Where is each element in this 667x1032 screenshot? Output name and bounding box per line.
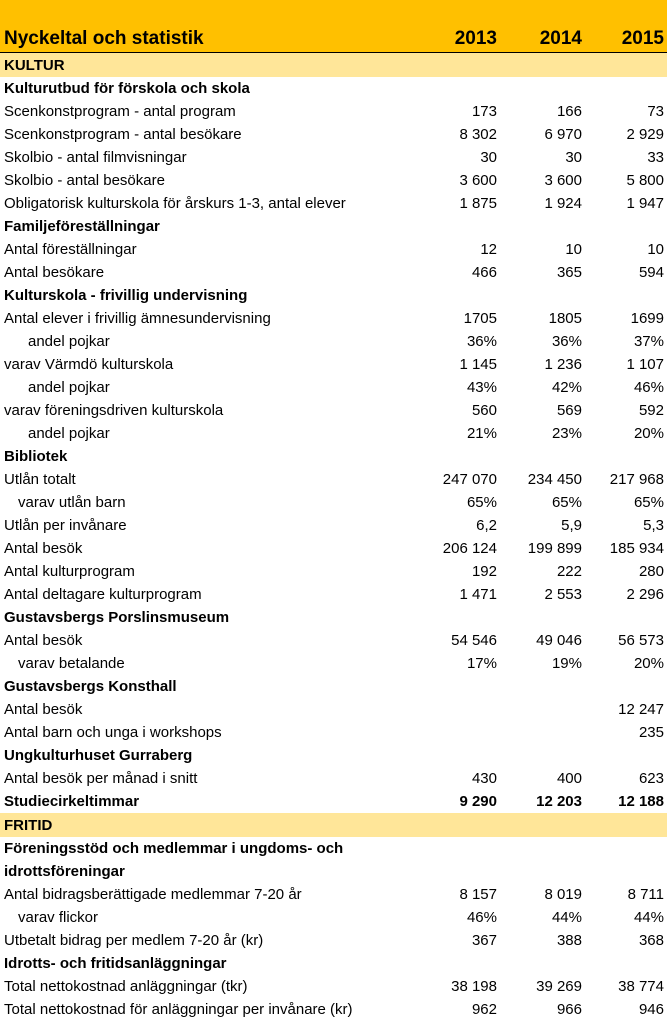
value-2014: 166 — [556, 103, 582, 120]
table-row — [0, 123, 667, 146]
value-2015: 280 — [638, 563, 664, 580]
row-label: Antal besök per månad i snitt — [4, 770, 198, 787]
row-label: Scenkonstprogram - antal besökare — [4, 126, 242, 143]
value-2015: 1 107 — [626, 356, 664, 373]
row-label: andel pojkar — [28, 333, 110, 350]
value-2015: 56 573 — [618, 632, 664, 649]
value-2014: 39 269 — [536, 978, 582, 995]
value-2015: 217 968 — [609, 471, 664, 488]
value-2014: 2 553 — [544, 586, 582, 603]
table-row — [0, 376, 667, 399]
value-2014: 388 — [556, 932, 582, 949]
table-row — [0, 537, 667, 560]
row-label: Antal bidragsberättigade medlemmar 7-20 år — [4, 886, 302, 903]
value-2015: 8 711 — [627, 886, 664, 903]
row-label: Antal kulturprogram — [4, 563, 135, 580]
value-2013: 65% — [466, 494, 497, 511]
subsection-header — [0, 675, 667, 698]
value-2015: 185 934 — [609, 540, 664, 557]
value-2015: 368 — [638, 932, 664, 949]
row-label: Obligatorisk kulturskola för årskurs 1-3, antal elever — [4, 195, 346, 212]
row-label: Ungkulturhuset Gurraberg — [4, 747, 193, 764]
row-label: Familjeföreställningar — [4, 218, 160, 235]
table-row — [0, 560, 667, 583]
year-2014-header: 2014 — [539, 28, 582, 49]
row-label: Skolbio - antal besökare — [4, 172, 165, 189]
value-2013: 1 471 — [459, 586, 497, 603]
section-header — [0, 53, 667, 77]
table-row — [0, 100, 667, 123]
table-row — [0, 261, 667, 284]
value-2013: 21% — [466, 425, 497, 442]
value-2015: 592 — [638, 402, 664, 419]
value-2015: 10 — [647, 241, 664, 258]
value-2014: 30 — [565, 149, 582, 166]
subsection-header — [0, 284, 667, 307]
table-row — [0, 192, 667, 215]
row-label: Bibliotek — [4, 448, 68, 465]
value-2013: 962 — [471, 1001, 497, 1018]
value-2014: 199 899 — [527, 540, 582, 557]
subsection-header — [0, 215, 667, 238]
year-2015-header: 2015 — [621, 28, 664, 49]
value-2013: 1705 — [463, 310, 497, 327]
value-2013: 17% — [466, 655, 497, 672]
row-label: Total nettokostnad för anläggningar per invånare (kr) — [4, 1001, 353, 1018]
row-label: Total nettokostnad anläggningar (tkr) — [4, 978, 248, 995]
value-2013: 8 302 — [459, 126, 497, 143]
value-2015: 44% — [633, 909, 664, 926]
value-2014: 49 046 — [536, 632, 582, 649]
row-label: Gustavsbergs Porslinsmuseum — [4, 609, 230, 626]
value-2013: 3 600 — [459, 172, 497, 189]
value-2015: 946 — [638, 1001, 664, 1018]
row-label: Scenkonstprogram - antal program — [4, 103, 236, 120]
value-2013: 367 — [471, 932, 497, 949]
table-row — [0, 975, 667, 998]
row-label: varav Värmdö kulturskola — [4, 356, 174, 373]
value-2014: 3 600 — [544, 172, 582, 189]
value-2013: 247 070 — [442, 471, 497, 488]
subsection-header — [0, 77, 667, 100]
row-label: andel pojkar — [28, 425, 110, 442]
value-2015: 623 — [638, 770, 664, 787]
value-2013: 1 875 — [459, 195, 497, 212]
table-row — [0, 629, 667, 652]
value-2013: 206 124 — [442, 540, 497, 557]
table-row — [0, 929, 667, 952]
value-2015: 5 800 — [626, 172, 664, 189]
value-2013: 192 — [471, 563, 497, 580]
value-2014: 5,9 — [561, 517, 582, 534]
row-label: Kulturutbud för förskola och skola — [4, 80, 250, 97]
row-label: Antal besök — [4, 632, 83, 649]
value-2014: 8 019 — [544, 886, 582, 903]
table-row — [0, 883, 667, 906]
table-row — [0, 399, 667, 422]
value-2015: 594 — [638, 264, 664, 281]
row-label: Antal deltagare kulturprogram — [4, 586, 202, 603]
value-2015: 2 296 — [626, 586, 664, 603]
value-2013: 9 290 — [459, 793, 497, 810]
value-2014: 966 — [556, 1001, 582, 1018]
value-2013: 6,2 — [476, 517, 497, 534]
value-2014: 1805 — [548, 310, 582, 327]
row-label: andel pojkar — [28, 379, 110, 396]
value-2013: 430 — [471, 770, 497, 787]
value-2013: 30 — [480, 149, 497, 166]
value-2014: 365 — [556, 264, 582, 281]
row-label: Föreningsstöd och medlemmar i ungdoms- och idrottsföreningar — [4, 840, 344, 880]
value-2015: 1 947 — [626, 195, 664, 212]
table-row — [0, 169, 667, 192]
table-row — [0, 583, 667, 606]
subsection-header — [0, 837, 667, 883]
value-2014: 36% — [551, 333, 582, 350]
value-2013: 1 145 — [459, 356, 497, 373]
value-2014: 42% — [551, 379, 582, 396]
table-title: Nyckeltal och statistik — [4, 28, 204, 49]
row-label: varav föreningsdriven kulturskola — [4, 402, 224, 419]
row-label: Utlån per invånare — [4, 517, 127, 534]
value-2015: 65% — [633, 494, 664, 511]
table-row — [0, 491, 667, 514]
value-2014: 1 924 — [544, 195, 582, 212]
value-2015: 37% — [633, 333, 664, 350]
row-label: FRITID — [4, 816, 53, 834]
value-2014: 10 — [565, 241, 582, 258]
value-2014: 12 203 — [536, 793, 582, 810]
value-2014: 65% — [551, 494, 582, 511]
table-row — [0, 468, 667, 491]
table-row — [0, 721, 667, 744]
value-2014: 19% — [551, 655, 582, 672]
value-2013: 560 — [471, 402, 497, 419]
value-2014: 569 — [556, 402, 582, 419]
table-row — [0, 790, 667, 813]
row-label: Antal föreställningar — [4, 241, 137, 258]
value-2013: 43% — [466, 379, 497, 396]
value-2014: 222 — [556, 563, 582, 580]
table-row — [0, 698, 667, 721]
value-2013: 54 546 — [451, 632, 497, 649]
table-row — [0, 422, 667, 445]
row-label: Antal besök — [4, 540, 83, 557]
row-label: Antal elever i frivillig ämnesundervisning — [4, 310, 271, 327]
value-2013: 173 — [471, 103, 497, 120]
row-label: Antal besökare — [4, 264, 105, 281]
value-2014: 234 450 — [527, 471, 582, 488]
table-row — [0, 998, 667, 1021]
value-2015: 46% — [633, 379, 664, 396]
year-2013-header: 2013 — [454, 28, 497, 49]
subsection-header — [0, 445, 667, 468]
table-row — [0, 652, 667, 675]
value-2015: 20% — [633, 425, 664, 442]
value-2013: 466 — [471, 264, 497, 281]
row-label: varav flickor — [18, 909, 99, 926]
row-label: Gustavsbergs Konsthall — [4, 678, 177, 695]
subsection-header — [0, 606, 667, 629]
section-header — [0, 813, 667, 837]
value-2015: 12 247 — [618, 701, 664, 718]
value-2013: 38 198 — [451, 978, 497, 995]
value-2013: 8 157 — [459, 886, 497, 903]
subsection-header — [0, 744, 667, 767]
row-label: Utbetalt bidrag per medlem 7-20 år (kr) — [4, 932, 264, 949]
row-label: Idrotts- och fritidsanläggningar — [4, 955, 227, 972]
table-row — [0, 238, 667, 261]
value-2014: 44% — [551, 909, 582, 926]
value-2015: 235 — [638, 724, 664, 741]
row-label: Skolbio - antal filmvisningar — [4, 149, 187, 166]
value-2015: 38 774 — [618, 978, 664, 995]
value-2014: 23% — [551, 425, 582, 442]
value-2015: 12 188 — [618, 793, 664, 810]
row-label: Studiecirkeltimmar — [4, 793, 140, 810]
value-2015: 33 — [647, 149, 664, 166]
value-2014: 6 970 — [544, 126, 582, 143]
row-label: varav utlån barn — [18, 494, 126, 511]
value-2015: 1699 — [630, 310, 664, 327]
row-label: Antal barn och unga i workshops — [4, 724, 222, 741]
value-2015: 73 — [647, 103, 664, 120]
row-label: Antal besök — [4, 701, 83, 718]
row-label: varav betalande — [18, 655, 125, 672]
table-row — [0, 906, 667, 929]
table-row — [0, 307, 667, 330]
value-2015: 20% — [633, 655, 664, 672]
table-row — [0, 330, 667, 353]
value-2014: 1 236 — [544, 356, 582, 373]
table-row — [0, 514, 667, 537]
table-row — [0, 146, 667, 169]
row-label: Utlån totalt — [4, 471, 76, 488]
value-2013: 12 — [480, 241, 497, 258]
value-2014: 400 — [556, 770, 582, 787]
value-2015: 2 929 — [626, 126, 664, 143]
table-row — [0, 767, 667, 790]
row-label: Kulturskola - frivillig undervisning — [4, 287, 248, 304]
table-row — [0, 353, 667, 376]
table-body — [0, 53, 667, 1021]
table-header — [0, 0, 667, 53]
value-2015: 5,3 — [643, 517, 664, 534]
value-2013: 36% — [466, 333, 497, 350]
row-label: KULTUR — [4, 56, 65, 74]
value-2013: 46% — [466, 909, 497, 926]
subsection-header — [0, 952, 667, 975]
